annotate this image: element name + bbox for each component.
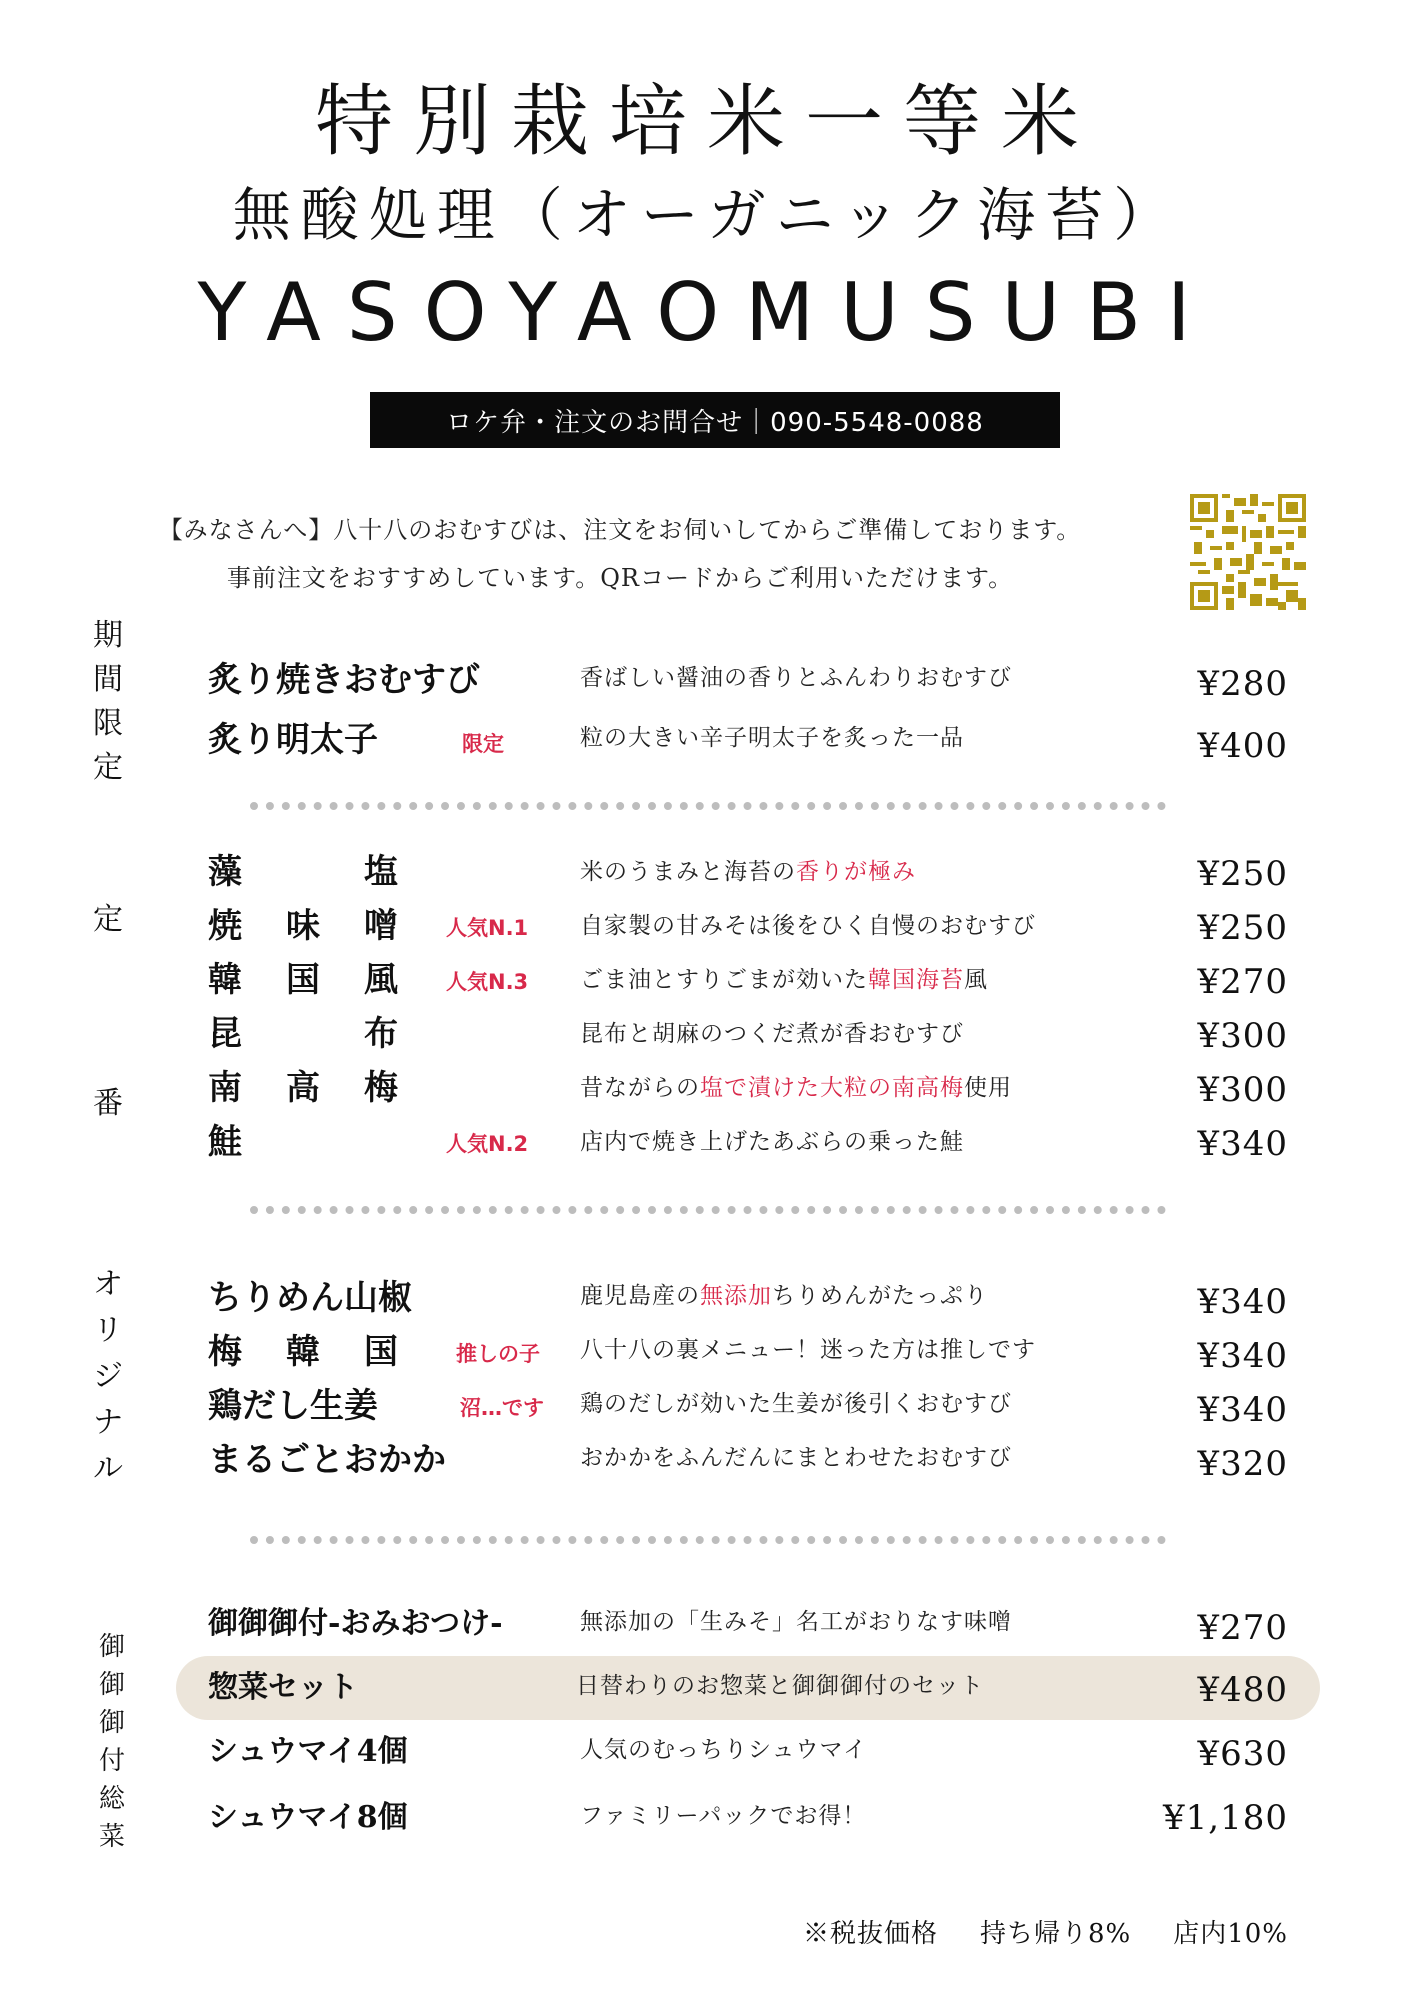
item-price: ¥270 [1197, 1608, 1288, 1648]
item-price: ¥250 [1197, 908, 1288, 948]
name-char: 国 [286, 960, 320, 1000]
label-char: ナ [93, 1405, 123, 1440]
label-char: 定 [93, 750, 123, 785]
name-char: 布 [364, 1014, 398, 1054]
name-char: 梅 [208, 1332, 242, 1372]
item-name: まるごとおかか [208, 1440, 446, 1480]
desc-text: 使用 [964, 1075, 1012, 1101]
label-char: 御 [98, 1670, 125, 1700]
name-char: 藻 [208, 852, 242, 892]
item-name: 惣菜セット [208, 1670, 358, 1705]
brand-name: YASOYAOMUSUBI [197, 266, 1217, 359]
name-char: 高 [286, 1068, 320, 1108]
item-desc: 店内で焼き上げたあぶらの乗った鮭 [580, 1129, 964, 1155]
item-name [208, 1120, 242, 1164]
item-name [208, 850, 398, 894]
tax-footnote [803, 1914, 1288, 1954]
item-price: ¥480 [1197, 1670, 1288, 1710]
section-label-original [88, 1262, 128, 1492]
name-char: 韓 [208, 960, 242, 1000]
name-char: 国 [364, 1332, 398, 1372]
item-badge: 人気N.1 [446, 916, 529, 940]
name-char: 鮭 [208, 1122, 242, 1162]
item-name: シュウマイ4個 [208, 1734, 408, 1769]
item-price: ¥340 [1197, 1282, 1288, 1322]
item-desc: おかかをふんだんにまとわせたおむすび [580, 1445, 1012, 1471]
item-price: ¥340 [1197, 1390, 1288, 1430]
item-name: 御御御付-おみおつけ- [208, 1606, 503, 1641]
name-char: 韓 [286, 1332, 320, 1372]
desc-text: 鹿児島産の [580, 1283, 700, 1309]
item-desc: ファミリーパックでお得！ [580, 1803, 867, 1829]
item-desc: 日替わりのお惣菜と御御御付のセット [576, 1673, 984, 1699]
name-char: 焼 [208, 906, 242, 946]
item-desc: 昆布と胡麻のつくだ煮が香おむすび [580, 1021, 964, 1047]
item-desc: 人気のむっちりシュウマイ [580, 1737, 868, 1763]
name-char: 噌 [364, 906, 398, 946]
label-char: 菜 [98, 1822, 125, 1852]
name-char: 梅 [364, 1068, 398, 1108]
section-label-standard [88, 1082, 128, 1126]
item-price: ¥630 [1197, 1734, 1288, 1774]
desc-highlight: 塩で漬けた大粒の南高梅 [700, 1075, 964, 1101]
contact-banner[interactable] [370, 392, 1060, 448]
label-char: 御 [98, 1632, 125, 1662]
section-label-sides [92, 1628, 132, 1856]
item-desc: 粒の大きい辛子明太子を炙った一品 [580, 725, 964, 751]
section-label-limited [88, 614, 128, 790]
name-char: 塩 [364, 852, 398, 892]
item-badge: 推しの子 [456, 1342, 540, 1366]
item-badge: 人気N.2 [446, 1132, 529, 1156]
label-char: 限 [93, 706, 123, 741]
item-desc: 自家製の甘みそは後をひく自慢のおむすび [580, 913, 1036, 939]
label-char: 番 [93, 1086, 123, 1121]
name-char: 風 [364, 960, 398, 1000]
desc-text: ちりめんがたっぷり [772, 1283, 988, 1309]
section-divider [250, 802, 1166, 810]
item-name [208, 1066, 398, 1110]
item-price: ¥320 [1197, 1444, 1288, 1484]
item-price: ¥250 [1197, 854, 1288, 894]
label-char: 総 [98, 1784, 125, 1814]
label-char: 期 [93, 618, 123, 653]
item-price: ¥300 [1197, 1016, 1288, 1056]
item-name [208, 904, 398, 948]
item-desc: 八十八の裏メニュー！迷った方は推しです [580, 1337, 1036, 1363]
title-line-1: 特別栽培米一等米 [314, 77, 1099, 167]
contact-text: ロケ弁・注文のお問合せ｜090-5548-0088 [446, 407, 984, 438]
item-desc [580, 850, 916, 894]
item-name [208, 958, 398, 1002]
item-name: シュウマイ8個 [208, 1800, 408, 1835]
takeout-rate: 持ち帰り8% [979, 1919, 1132, 1949]
item-desc: 鶏のだしが効いた生姜が後引くおむすび [580, 1391, 1012, 1417]
name-char: 味 [286, 906, 320, 946]
item-desc [580, 1066, 1012, 1110]
item-desc: 香ばしい醤油の香りとふんわりおむすび [580, 665, 1012, 691]
label-char: オ [93, 1267, 123, 1302]
dine-in-rate: 店内10% [1173, 1919, 1288, 1949]
section-label-standard [88, 898, 128, 942]
label-char: 定 [93, 902, 123, 937]
item-price: ¥1,180 [1163, 1798, 1288, 1838]
item-price: ¥400 [1197, 726, 1288, 766]
item-price: ¥300 [1197, 1070, 1288, 1110]
desc-highlight: 韓国海苔 [868, 967, 964, 993]
section-divider [250, 1206, 1166, 1214]
item-name: 炙り焼きおむすび [208, 660, 480, 700]
label-char: 間 [93, 662, 123, 697]
item-badge: 沼…です [460, 1396, 544, 1420]
item-price: ¥340 [1197, 1124, 1288, 1164]
name-char: 昆 [208, 1014, 242, 1054]
qr-code-icon[interactable] [1190, 494, 1306, 610]
item-badge: 限定 [462, 732, 504, 756]
desc-text: 昔ながらの [580, 1075, 700, 1101]
desc-highlight: 無添加 [700, 1283, 772, 1309]
item-desc: 無添加の「生みそ」名工がおりなす味噌 [580, 1609, 1012, 1635]
desc-text: 米のうまみと海苔の [580, 859, 796, 885]
item-desc [580, 958, 988, 1002]
section-divider [250, 1536, 1166, 1544]
intro-line-1: 【みなさんへ】八十八のおむすびは、注文をお伺いしてからご準備しております。 [158, 516, 1082, 544]
desc-highlight: 香りが極み [796, 859, 916, 885]
item-name [208, 1012, 398, 1056]
label-char: ジ [93, 1359, 123, 1394]
label-char: 付 [98, 1746, 125, 1776]
label-char: 御 [98, 1708, 125, 1738]
label-char: リ [93, 1313, 123, 1348]
title-line-2: 無酸処理（オーガニック海苔） [232, 181, 1182, 249]
item-price: ¥340 [1197, 1336, 1288, 1376]
item-price: ¥280 [1197, 664, 1288, 704]
item-name [208, 1330, 398, 1374]
item-desc [580, 1274, 988, 1318]
item-badge: 人気N.3 [446, 970, 529, 994]
tax-note: ※税抜価格 [802, 1919, 938, 1949]
name-char: 南 [208, 1068, 242, 1108]
item-name: ちりめん山椒 [208, 1278, 412, 1318]
item-price: ¥270 [1197, 962, 1288, 1002]
desc-text: ごま油とすりごまが効いた [580, 967, 868, 993]
desc-text: 風 [964, 967, 988, 993]
item-name: 鶏だし生姜 [208, 1386, 378, 1426]
item-name: 炙り明太子 [208, 720, 378, 760]
intro-line-2: 事前注文をおすすめしています。QRコードからご利用いただけます。 [226, 564, 1014, 592]
label-char: ル [93, 1451, 123, 1486]
